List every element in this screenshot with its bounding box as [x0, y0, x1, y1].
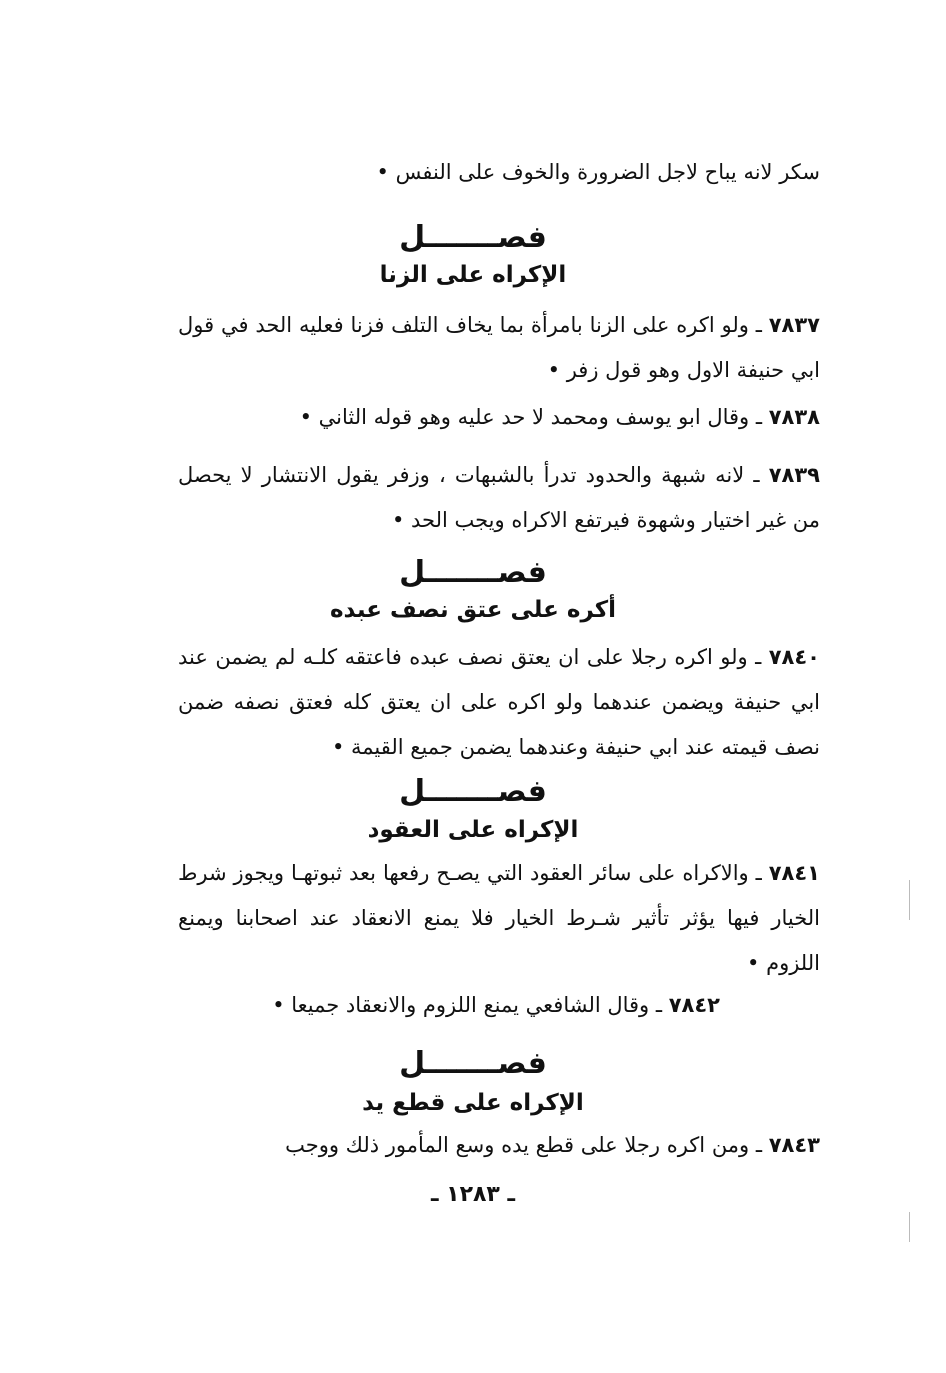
paragraph-number: ٧٨٤٠ — [768, 645, 820, 669]
paragraph-7839 — [178, 453, 820, 543]
paragraph-text: ـ لانه شبهة والحدود تدرأ بالشبهات ، وزفر يقول الانتشار لا يحصل من غير اختيار وشهوة فيرتفع الاكراه ويجب الحد • — [178, 463, 820, 532]
paragraph-7840 — [178, 635, 820, 770]
paragraph-7843 — [178, 1130, 820, 1160]
paragraph-text: ـ ولو اكره على الزنا بامرأة بما يخاف التلف فزنا فعليه الحد في قول ابي حنيفة الاول وهو قول زفر • — [178, 313, 820, 382]
paragraph-number: ٧٨٣٧ — [768, 313, 820, 337]
scan-edge-mark — [909, 880, 910, 920]
paragraph-number: ٧٨٣٨ — [768, 405, 820, 429]
section-1-fasl-title: فصـــــــل — [399, 220, 547, 255]
paragraph-7841 — [178, 851, 820, 986]
intro-line: سكر لانه يباح لاجل الضرورة والخوف على النفس • — [376, 160, 820, 184]
section-2-fasl-title: فصـــــــل — [399, 555, 547, 590]
paragraph-number: ٧٨٤٢ — [668, 993, 720, 1017]
section-2-heading: أكره على عتق نصف عبده — [329, 597, 617, 623]
paragraph-text: ـ وقال الشافعي يمنع اللزوم والانعقاد جميعا • — [272, 993, 663, 1017]
paragraph-number: ٧٨٤٣ — [768, 1133, 820, 1157]
paragraph-number: ٧٨٤١ — [768, 861, 820, 885]
paragraph-text: ـ ومن اكره رجلا على قطع يده وسع المأمور ذلك ووجب — [285, 1133, 763, 1157]
paragraph-7838 — [178, 402, 820, 432]
paragraph-7837 — [178, 303, 820, 393]
section-1-heading: الإكراه على الزنا — [379, 262, 567, 288]
paragraph-7842 — [78, 990, 720, 1020]
paragraph-text: ـ ولو اكره رجلا على ان يعتق نصف عبده فاعتقه كلـه لم يضمن عند ابي حنيفة ويضمن عندهما ولو اكره على ان يعتق كله فعتق نصفه ضمن نصف قيمته عند ابي حنيفة وعندهما يضمن جميع القيمة • — [178, 645, 820, 759]
scan-edge-mark — [909, 1212, 910, 1242]
section-4-heading: الإكراه على قطع يد — [362, 1090, 584, 1116]
section-3-heading: الإكراه على العقود — [367, 817, 579, 843]
paragraph-number: ٧٨٣٩ — [768, 463, 820, 487]
section-4-fasl-title: فصـــــــل — [399, 1046, 547, 1081]
page-number: ـ ١٢٨٣ ـ — [430, 1182, 516, 1207]
section-3-fasl-title: فصـــــــل — [399, 774, 547, 809]
paragraph-text: ـ وقال ابو يوسف ومحمد لا حد عليه وهو قوله الثاني • — [299, 405, 763, 429]
paragraph-text: ـ والاكراه على سائر العقود التي يصـح رفعها بعد ثبوتهـا ويجوز شرط الخيار فيها يؤثر تأثير شـرط الخيار فلا يمنع الانعقاد عند اصحابنا ويمنع اللزوم • — [178, 861, 820, 975]
